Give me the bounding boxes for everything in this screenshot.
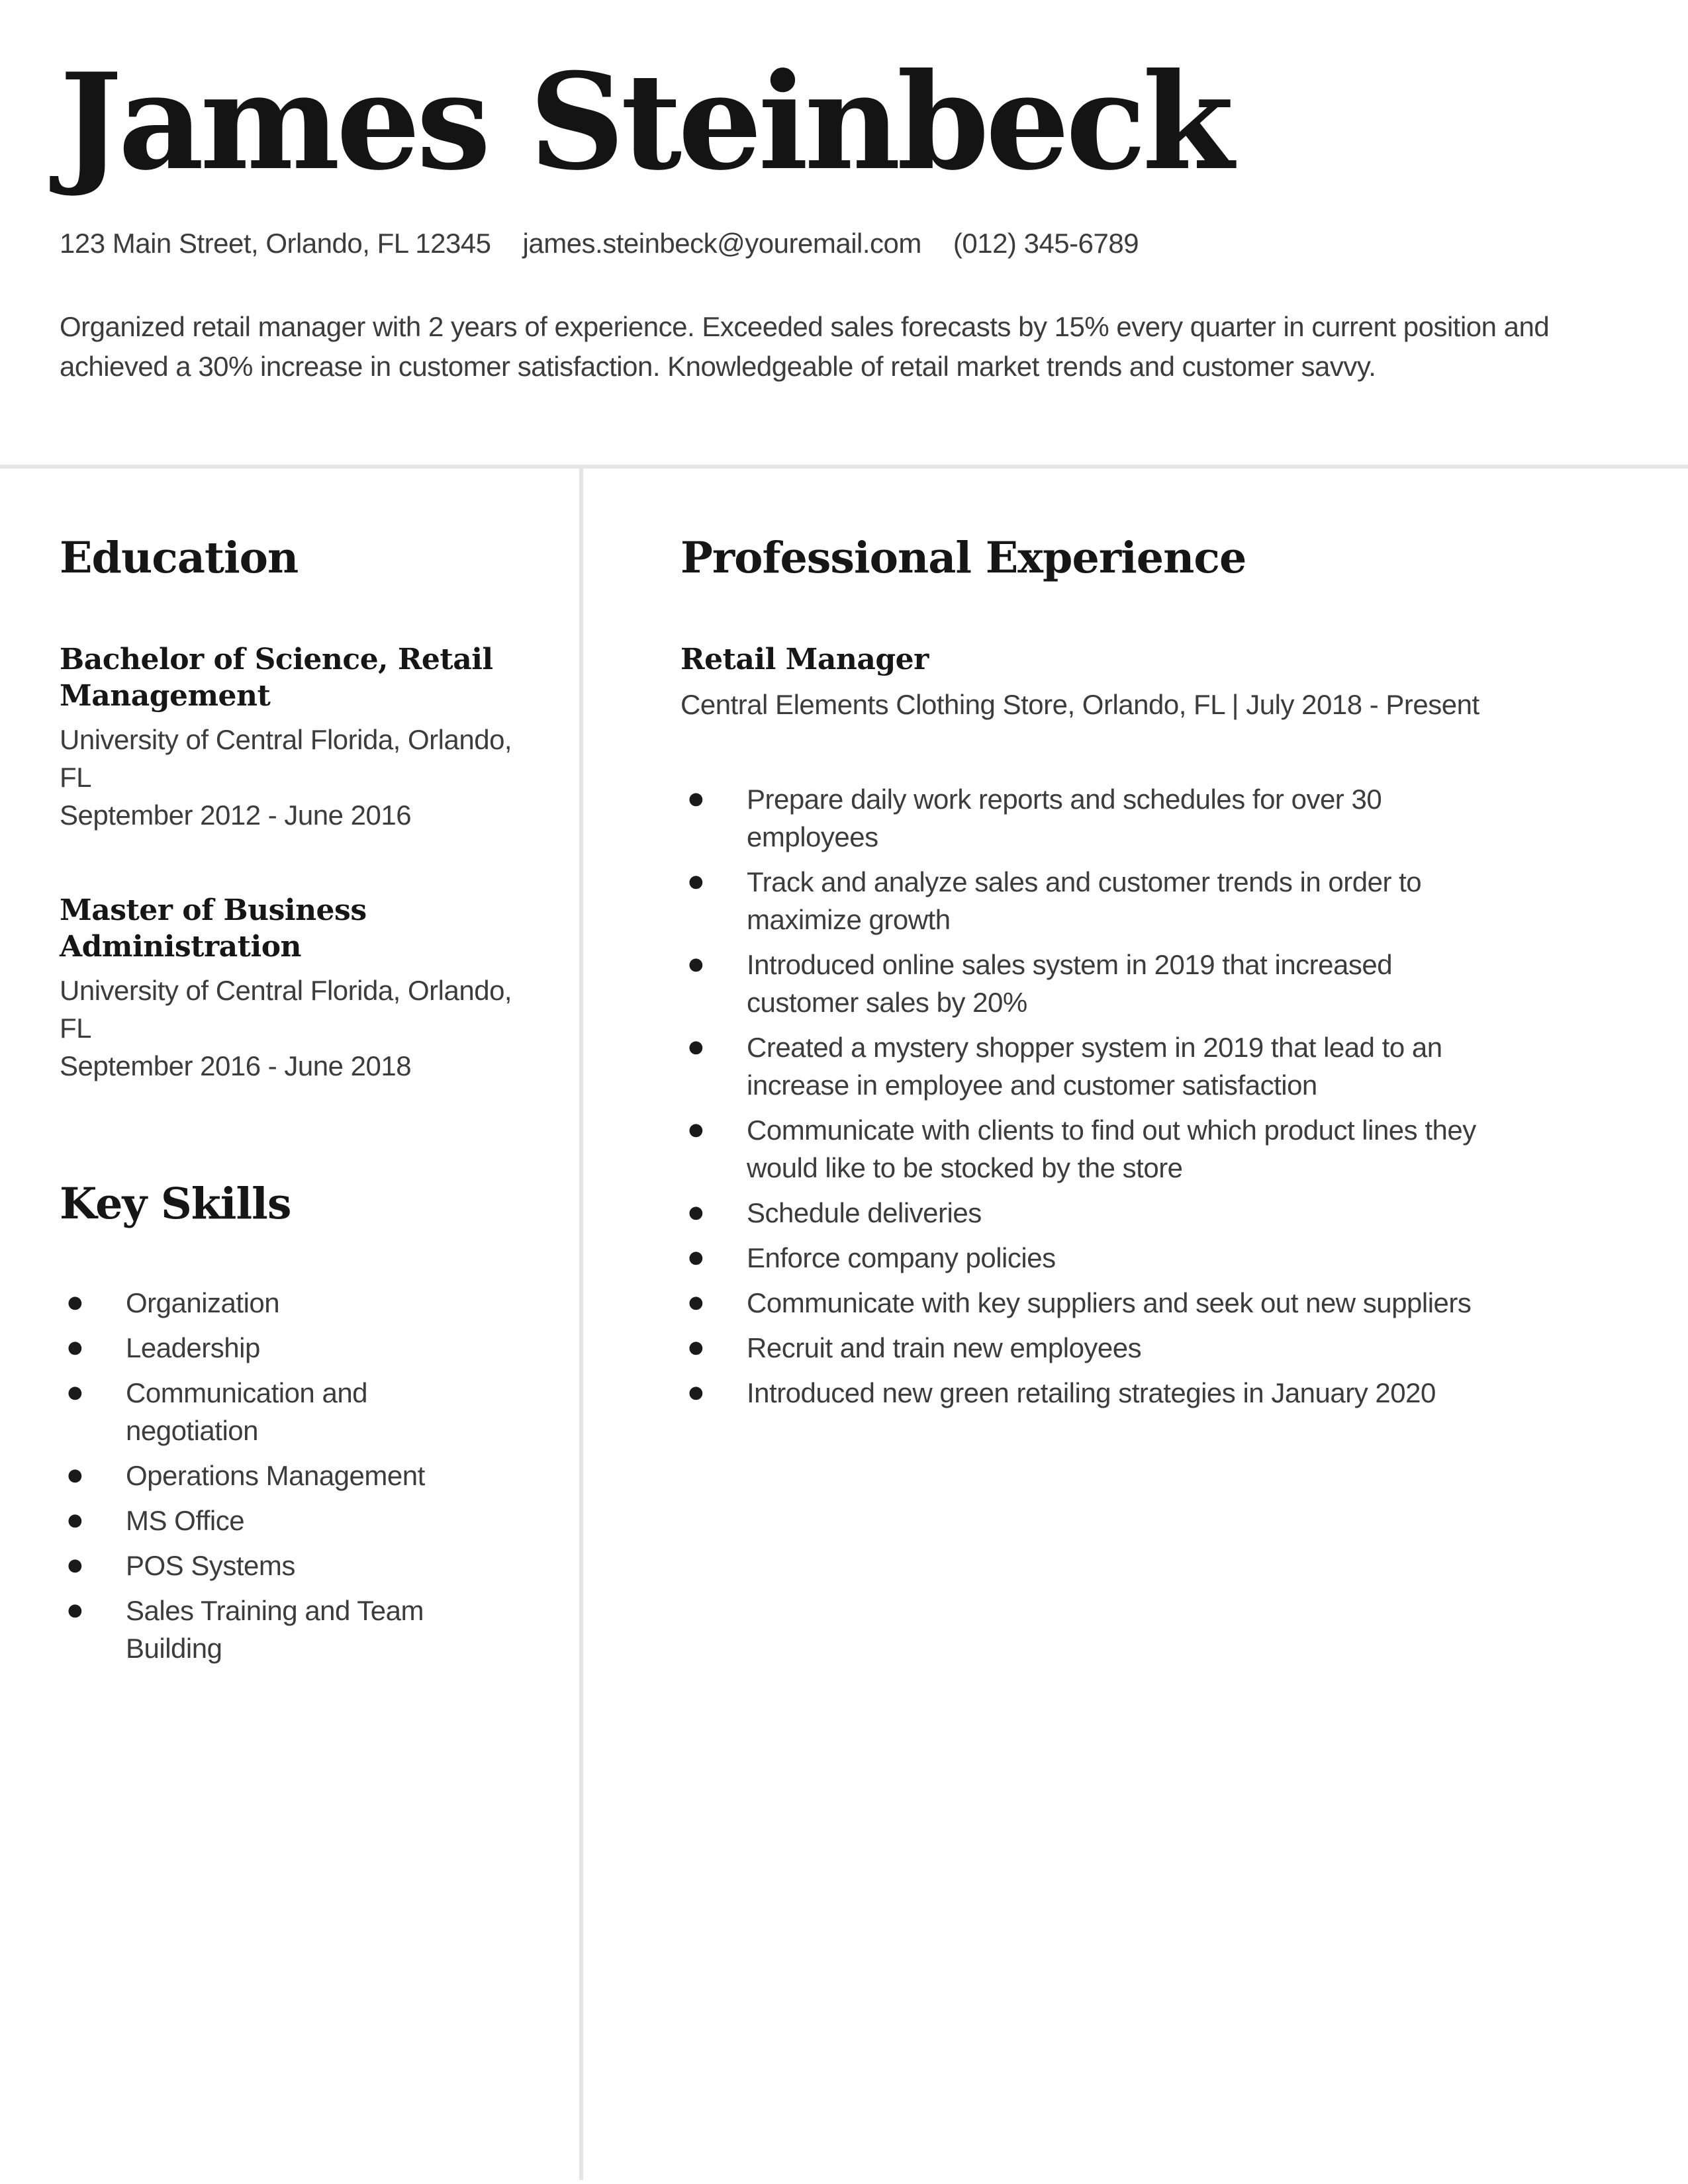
section-heading-experience: Professional Experience <box>680 533 1246 583</box>
degree-title: Master of Business Administration <box>60 893 367 964</box>
education-dates: September 2012 - June 2016 <box>60 799 412 831</box>
left-column <box>0 469 579 2180</box>
experience-bullet: ● Prepare daily work reports and schedules for over 30 employees <box>680 780 1542 856</box>
experience-bullet: ● Recruit and train new employees <box>680 1329 1542 1367</box>
experience-bullet: ● Schedule deliveries <box>680 1194 1542 1232</box>
skill-item: ● Communication and negotiation <box>60 1374 483 1449</box>
experience-bullet: ● Communicate with key suppliers and seek out new suppliers <box>680 1284 1542 1322</box>
skill-item: ● Operations Management <box>60 1457 483 1494</box>
summary-text: Organized retail manager with 2 years of experience. Exceeded sales forecasts by 15% every quarter in current position and achieved a 30% increase in customer satisfaction. Knowledgeable of retail market trends and customer savvy. <box>60 311 1550 382</box>
contact-line <box>60 225 1628 262</box>
education-entry <box>60 892 523 1085</box>
experience-entry <box>680 641 1542 1412</box>
section-heading-key-skills: Key Skills <box>60 1179 291 1229</box>
education-entry <box>60 641 523 834</box>
experience-bullet: ● Communicate with clients to find out which product lines they would like to be stocked by the store <box>680 1111 1542 1187</box>
contact-phone: (012) 345-6789 <box>953 228 1139 259</box>
education-dates: September 2016 - June 2018 <box>60 1050 412 1081</box>
school-name: University of Central Florida, Orlando, FL <box>60 975 512 1044</box>
school-name: University of Central Florida, Orlando, FL <box>60 724 512 793</box>
right-column <box>583 469 1688 2180</box>
degree-title: Bachelor of Science, Retail Management <box>60 643 493 713</box>
experience-bullet: ● Track and analyze sales and customer trends in order to maximize growth <box>680 863 1542 938</box>
skill-item: ● Sales Training and Team Building <box>60 1592 483 1667</box>
skill-item: ● POS Systems <box>60 1547 483 1584</box>
experience-bullet-list <box>680 780 1542 1412</box>
resume-header <box>0 0 1688 387</box>
job-meta: Central Elements Clothing Store, Orlando, FL | July 2018 - Present <box>680 689 1479 720</box>
skill-item: ● Leadership <box>60 1329 483 1367</box>
candidate-name: James Steinbeck <box>60 44 1231 200</box>
job-title: Retail Manager <box>680 643 929 676</box>
skill-item: ● MS Office <box>60 1502 483 1539</box>
key-skills-list <box>60 1284 523 1667</box>
contact-address: 123 Main Street, Orlando, FL 12345 <box>60 228 491 259</box>
section-heading-education: Education <box>60 533 299 583</box>
contact-email: james.steinbeck@youremail.com <box>522 228 921 259</box>
two-column-body <box>0 469 1688 2180</box>
experience-bullet: ● Created a mystery shopper system in 2019 that lead to an increase in employee and customer satisfaction <box>680 1028 1542 1104</box>
experience-bullet: ● Introduced online sales system in 2019 that increased customer sales by 20% <box>680 946 1542 1021</box>
skill-item: ● Organization <box>60 1284 483 1322</box>
experience-bullet: ● Introduced new green retailing strategies in January 2020 <box>680 1374 1542 1412</box>
experience-bullet: ● Enforce company policies <box>680 1239 1542 1277</box>
